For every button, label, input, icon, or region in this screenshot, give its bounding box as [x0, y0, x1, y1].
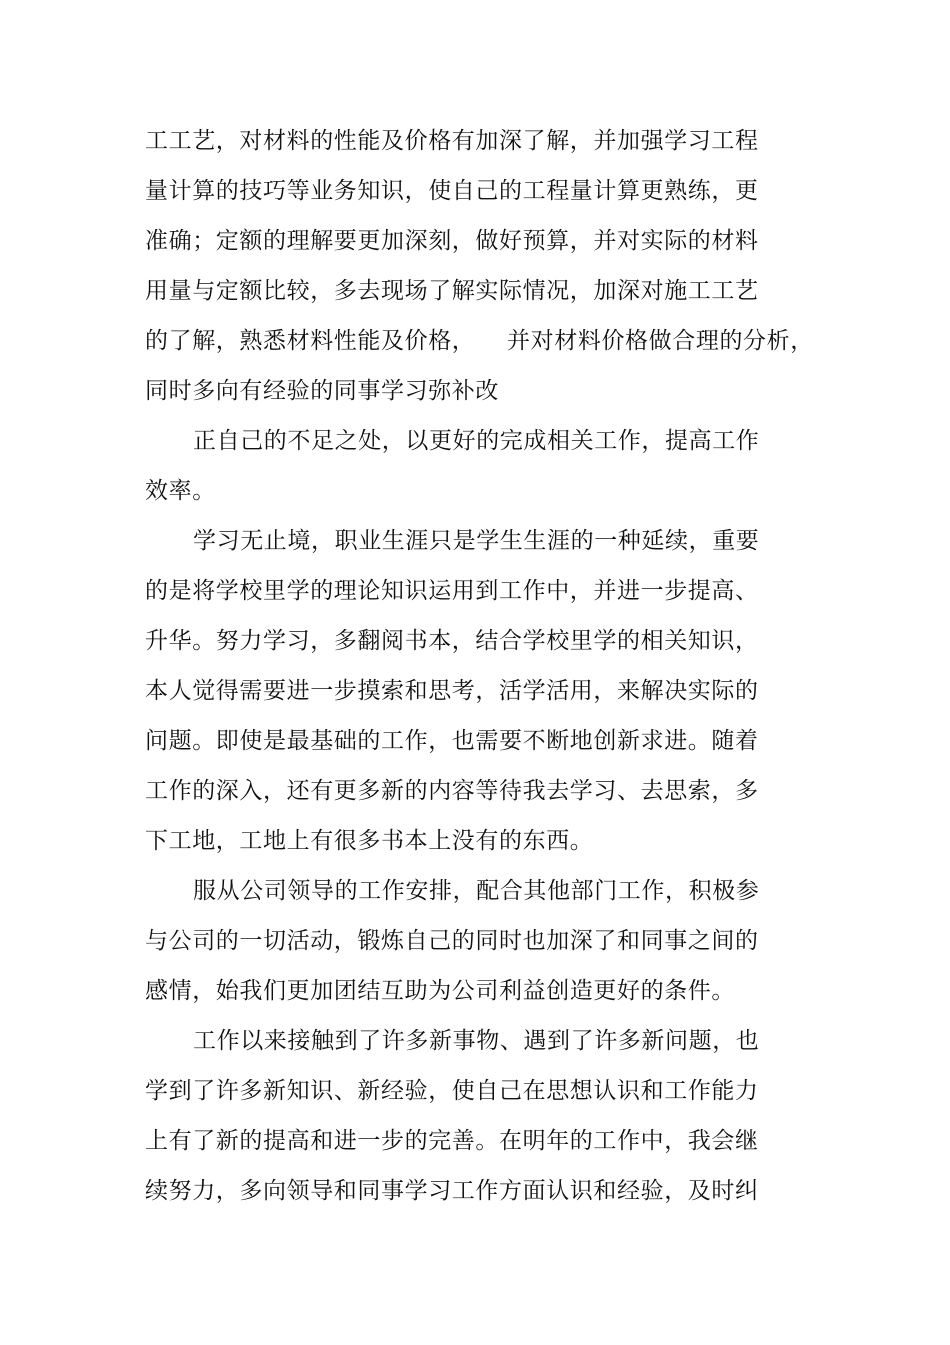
paragraph-2-line-1: 正自己的不足之处，以更好的完成相关工作，提高工作 [193, 428, 760, 454]
paragraph-5-line-2: 学到了许多新知识、新经验，使自己在思想认识和工作能力 [145, 1078, 759, 1104]
paragraph-5-line-4: 续努力，多向领导和同事学习工作方面认识和经验，及时纠 [145, 1178, 759, 1204]
paragraph-5-line-1: 工作以来接触到了许多新事物、遇到了许多新问题，也 [193, 1028, 760, 1054]
text-line-3: 准确；定额的理解要更加深刻，做好预算，并对实际的材料 [145, 228, 759, 254]
text-line-2: 量计算的技巧等业务知识，使自己的工程量计算更熟练，更 [145, 178, 759, 204]
paragraph-3-line-2: 的是将学校里学的理论知识运用到工作中，并进一步提高、 [145, 578, 759, 604]
text-line-6: 同时多向有经验的同事学习弥补改 [145, 378, 499, 404]
paragraph-3-line-6: 工作的深入，还有更多新的内容等待我去学习、去思索，多 [145, 778, 759, 804]
paragraph-3-line-5: 问题。即使是最基础的工作，也需要不断地创新求进。随着 [145, 728, 759, 754]
paragraph-4-line-1: 服从公司领导的工作安排，配合其他部门工作，积极参 [193, 878, 760, 904]
paragraph-3-line-7: 下工地，工地上有很多书本上没有的东西。 [145, 828, 594, 854]
text-line-1: 工工艺，对材料的性能及价格有加深了解，并加强学习工程 [145, 128, 759, 154]
paragraph-5-line-3: 上有了新的提高和进一步的完善。在明年的工作中，我会继 [145, 1128, 759, 1154]
paragraph-3-line-1: 学习无止境，职业生涯只是学生生涯的一种延续，重要 [193, 528, 760, 554]
paragraph-4-line-3: 感情，始我们更加团结互助为公司利益创造更好的条件。 [145, 978, 735, 1004]
paragraph-2-line-2: 效率。 [145, 478, 216, 504]
paragraph-3-line-4: 本人觉得需要进一步摸索和思考，活学活用，来解决实际的 [145, 678, 759, 704]
paragraph-4-line-2: 与公司的一切活动，锻炼自己的同时也加深了和同事之间的 [145, 928, 759, 954]
text-line-4: 用量与定额比较，多去现场了解实际情况，加深对施工工艺 [145, 278, 759, 304]
text-line-5: 的了解，熟悉材料性能及价格， 并对材料价格做合理的分析， [145, 328, 814, 354]
paragraph-3-line-3: 升华。努力学习，多翻阅书本，结合学校里学的相关知识， [145, 628, 759, 654]
